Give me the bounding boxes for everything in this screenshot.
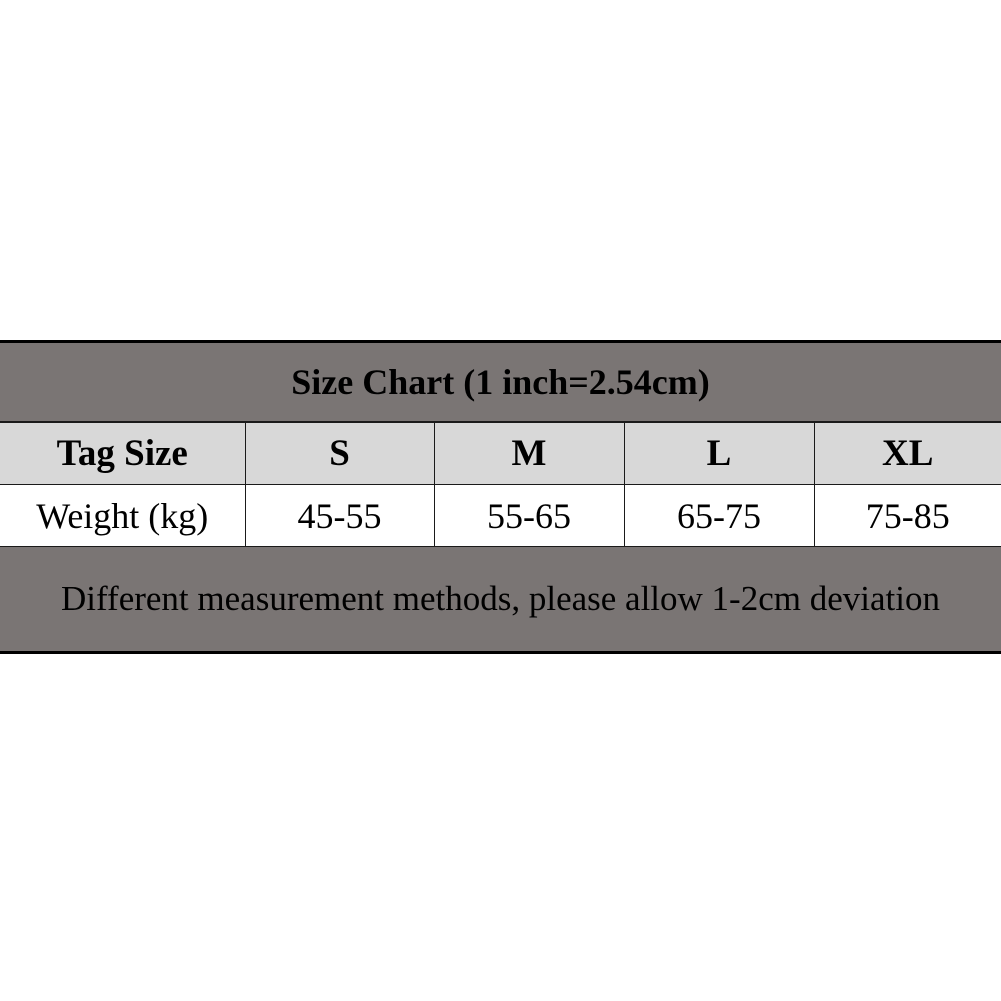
row-label-weight: Weight (kg) — [0, 485, 245, 547]
note-row — [0, 547, 1001, 653]
table-row-weight — [0, 485, 1001, 547]
size-chart-table — [0, 340, 1001, 654]
measurement-note: Different measurement methods, please allow 1-2cm deviation — [0, 547, 1001, 653]
title-row — [0, 342, 1001, 423]
weight-cell-l: 65-75 — [624, 485, 814, 547]
weight-cell-xl: 75-85 — [814, 485, 1001, 547]
header-cell-s: S — [245, 422, 434, 485]
weight-cell-s: 45-55 — [245, 485, 434, 547]
weight-cell-m: 55-65 — [434, 485, 624, 547]
header-cell-l: L — [624, 422, 814, 485]
header-cell-xl: XL — [814, 422, 1001, 485]
header-cell-m: M — [434, 422, 624, 485]
header-row — [0, 422, 1001, 485]
header-cell-tag-size: Tag Size — [0, 422, 245, 485]
chart-title: Size Chart (1 inch=2.54cm) — [0, 342, 1001, 423]
